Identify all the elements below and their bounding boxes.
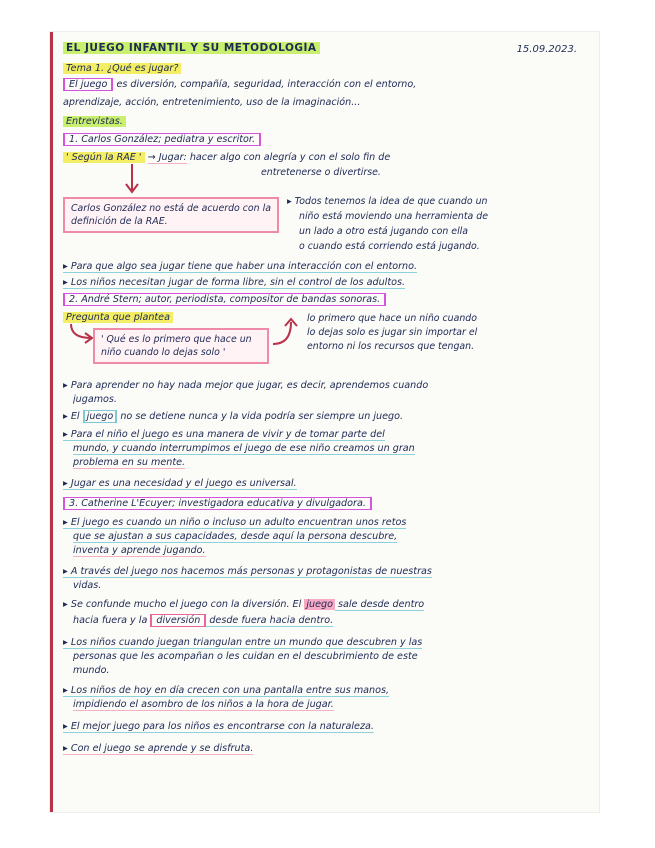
carlos-note-2: niño está moviendo una herramienta de xyxy=(299,211,488,222)
andre-heading: 2. André Stern; autor, periodista, compositor de bandas sonoras. xyxy=(63,293,591,306)
catherine-bullet-5b: impidiendo el asombro de los niños a la hora de jugar. xyxy=(73,698,591,711)
carlos-box: Carlos González no está de acuerdo con la definición de la RAE. xyxy=(63,197,279,233)
andre-question-box: ' Qué es lo primero que hace un niño cuando lo dejas solo ' xyxy=(93,328,269,364)
carlos-heading: 1. Carlos González; pediatra y escritor. xyxy=(63,133,591,146)
catherine-heading: 3. Catherine L'Ecuyer; investigadora educativa y divulgadora. xyxy=(63,497,591,510)
catherine-bullet-1a: ▸ El juego es cuando un niño o incluso un adulto encuentran unos retos xyxy=(63,516,591,529)
down-arrow-icon xyxy=(125,164,139,196)
catherine-bullet-4b: personas que les acompañan o les cuidan en el descubrimiento de este xyxy=(73,651,418,662)
catherine-bullet-5a: ▸ Los niños de hoy en día crecen con una pantalla entre sus manos, xyxy=(63,684,591,697)
catherine-bullet-3b: hacia fuera y la diversión desde fuera hacia dentro. xyxy=(73,614,591,627)
catherine-bullet-2b: vidas. xyxy=(73,580,102,591)
andre-bullet-3a: ▸ Para el niño el juego es una manera de vivir y de tomar parte del xyxy=(63,428,591,441)
carlos-note-4: o cuando está corriendo está jugando. xyxy=(299,241,480,252)
catherine-bullet-4c: mundo. xyxy=(73,665,110,676)
catherine-bullet-4a: ▸ Los niños cuando juegan triangulan entre un mundo que descubren y las xyxy=(63,636,591,649)
curved-arrow-right-icon xyxy=(271,316,301,346)
catherine-bullet-2a: ▸ A través del juego nos hacemos más personas y protagonistas de nuestras xyxy=(63,565,591,578)
tema-heading: Tema 1. ¿Qué es jugar? xyxy=(63,62,591,75)
catherine-bullet-1c: inventa y aprende jugando. xyxy=(73,544,591,557)
tema-line-1: El juego es diversión, compañía, seguridad, interacción con el entorno, xyxy=(63,78,591,91)
andre-answer-3: entorno ni los recursos que tengan. xyxy=(307,341,475,352)
andre-answer-1: lo primero que hace un niño cuando xyxy=(307,313,477,324)
entrevistas-heading: Entrevistas. xyxy=(63,115,591,128)
andre-bullet-2: ▸ El juego no se detiene nunca y la vida podría ser siempre un juego. xyxy=(63,411,403,422)
carlos-note-3: un lado a otro está jugando con ella xyxy=(299,226,469,237)
catherine-bullet-7: ▸ Con el juego se aprende y se disfruta. xyxy=(63,742,591,755)
carlos-bullet-2: ▸ Los niños necesitan jugar de forma libre, sin el control de los adultos. xyxy=(63,276,591,289)
carlos-note-1: ▸ Todos tenemos la idea de que cuando un xyxy=(287,196,488,207)
carlos-bullet-1: ▸ Para que algo sea jugar tiene que haber una interacción con el entorno. xyxy=(63,260,591,273)
page-title: EL JUEGO INFANTIL Y SU METODOLOGÍA xyxy=(63,42,591,55)
rae-line: ' Según la RAE ' → Jugar: hacer algo con alegría y con el solo fin de xyxy=(63,151,591,164)
catherine-bullet-6: ▸ El mejor juego para los niños es encontrarse con la naturaleza. xyxy=(63,720,591,733)
andre-bullet-3b: mundo, y cuando interrumpimos el juego de ese niño creamos un gran xyxy=(73,442,591,455)
tema-line-2: aprendizaje, acción, entretenimiento, uso de la imaginación... xyxy=(63,97,361,108)
andre-bullet-4: ▸ Jugar es una necesidad y el juego es universal. xyxy=(63,477,591,490)
andre-bullet-3c: problema en su mente. xyxy=(73,456,591,469)
andre-bullet-1a: ▸ Para aprender no hay nada mejor que jugar, es decir, aprendemos cuando xyxy=(63,380,429,391)
notebook-page xyxy=(50,32,599,812)
date: 15.09.2023. xyxy=(516,44,577,55)
andre-question-label: Pregunta que plantea xyxy=(63,311,591,324)
andre-answer-2: lo dejas solo es jugar sin importar el xyxy=(307,327,478,338)
catherine-bullet-3a: ▸ Se confunde mucho el juego con la diversión. El juego sale desde dentro xyxy=(63,598,591,611)
andre-bullet-1b: jugamos. xyxy=(73,394,117,405)
rae-line-2: entretenerse o divertirse. xyxy=(261,167,381,178)
catherine-bullet-1b: que se ajustan a sus capacidades, desde aquí la persona descubre, xyxy=(73,530,591,543)
